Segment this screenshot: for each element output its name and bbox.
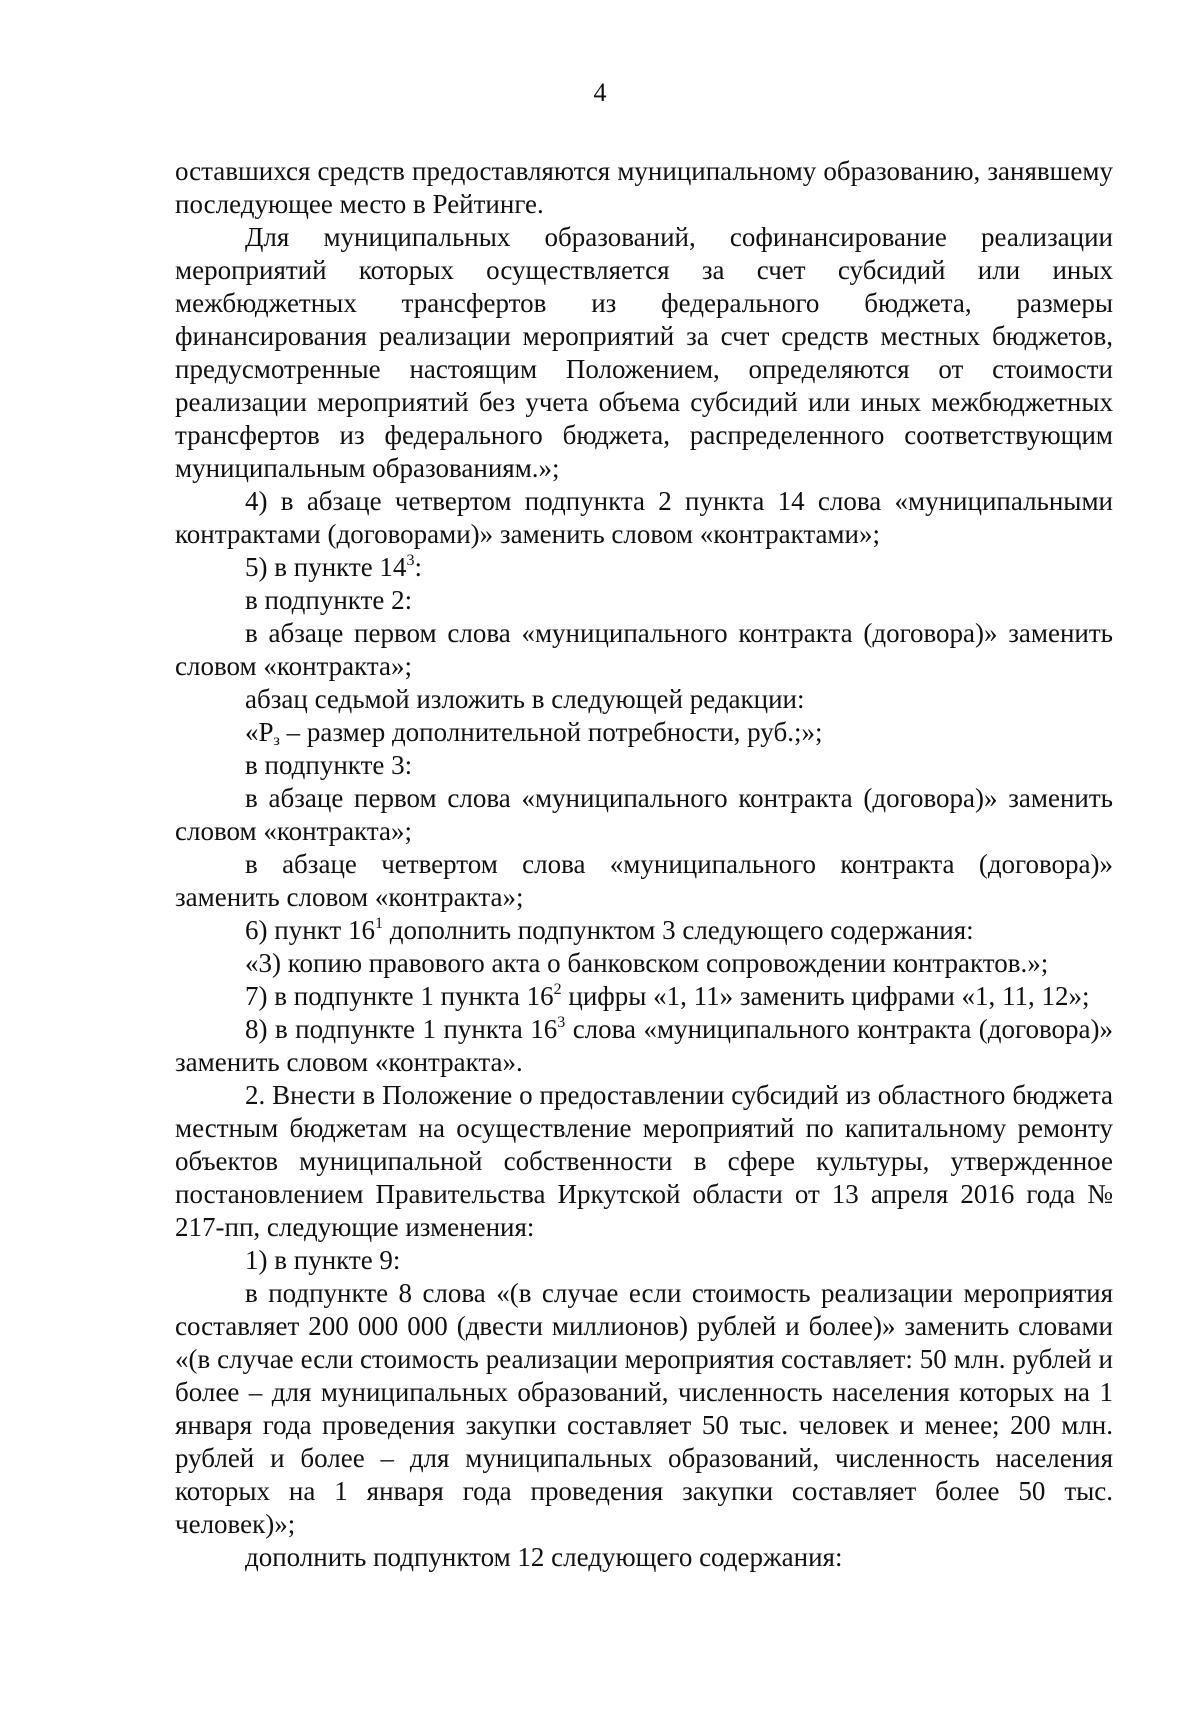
text-run: : [414, 552, 422, 582]
paragraph: в абзаце первом слова «муниципального контракта (договора)» заменить словом «контракта»; [175, 783, 1113, 846]
text-run: «Р [245, 717, 274, 747]
paragraph: дополнить подпунктом 12 следующего содержания: [245, 1542, 843, 1572]
paragraph: «3) копию правового акта о банковском сопровождении контрактов.»; [245, 948, 1049, 978]
paragraph [175, 980, 1113, 1013]
paragraph [175, 716, 1113, 749]
text-run: слова «муниципального контракта (договора)» заменить словом «контракта». [175, 1014, 1113, 1077]
text-run: – размер дополнительной потребности, руб.;»; [279, 717, 823, 747]
subscript: з [273, 732, 280, 749]
paragraph: в абзаце четвертом слова «муниципального контракта (договора)» заменить словом «контракта»; [175, 849, 1113, 912]
paragraph: абзац седьмой изложить в следующей редакции: [245, 684, 805, 714]
paragraph: в подпункте 2: [245, 585, 413, 615]
paragraph [175, 1013, 1113, 1079]
paragraph [175, 551, 1113, 584]
paragraph: 1) в пункте 9: [245, 1245, 401, 1275]
paragraph: в абзаце первом слова «муниципального контракта (договора)» заменить словом «контракта»; [175, 618, 1113, 681]
paragraph: Для муниципальных образований, софинансирование реализации мероприятий которых осуществляется за счет субсидий или иных межбюджетных трансфертов из федерального бюджета, размеры финансирования реализации мероприятий за счет средств местных бюджетов, предусмотренные настоящим Положением, определяются от стоимости реализации мероприятий без учета объема субсидий или иных межбюджетных трансфертов из федерального бюджета, распределенного соответствующим муниципальным образованиям.»; [175, 222, 1113, 483]
paragraph [175, 914, 1113, 947]
paragraph: в подпункте 3: [245, 750, 413, 780]
page-number: 4 [593, 78, 607, 107]
superscript: 1 [374, 915, 383, 932]
text-run: 6) пункт 16 [245, 915, 375, 945]
superscript: 2 [553, 981, 562, 998]
text-run: дополнить подпунктом 3 следующего содержания: [382, 915, 974, 945]
text-run: 7) в подпункте 1 пункта 16 [245, 981, 554, 1011]
paragraph: в подпункте 8 слова «(в случае если стоимость реализации мероприятия составляет 200 000 000 (двести миллионов) рублей и более)» заменить словами «(в случае если стоимость реализации мероприятия составляет: 50 млн. рублей и более – для муниципальных образований, численность населения которых на 1 января года проведения закупки составляет 50 тыс. человек и менее; 200 млн. рублей и более – для муниципальных образований, численность населения которых на 1 января года проведения закупки составляет более 50 тыс. человек)»; [175, 1278, 1113, 1539]
superscript: 3 [406, 552, 415, 569]
paragraph: 2. Внести в Положение о предоставлении субсидий из областного бюджета местным бюджетам на осуществление мероприятий по капитальному ремонту объектов муниципальной собственности в сфере культуры, утвержденное постановлением Правительства Иркутской области от 13 апреля 2016 года № 217-пп, следующие изменения: [175, 1080, 1113, 1242]
superscript: 3 [557, 1014, 566, 1031]
paragraph: оставшихся средств предоставляются муниципальному образованию, занявшему последующее место в Рейтинге. [175, 156, 1113, 219]
document-body [175, 155, 1113, 1574]
text-run: цифры «1, 11» заменить цифрами «1, 11, 12»; [561, 981, 1090, 1011]
text-run: 5) в пункте 14 [245, 552, 407, 582]
paragraph: 4) в абзаце четвертом подпункта 2 пункта 14 слова «муниципальными контрактами (договорами)» заменить словом «контрактами»; [175, 486, 1113, 549]
text-run: 8) в подпункте 1 пункта 16 [245, 1014, 558, 1044]
